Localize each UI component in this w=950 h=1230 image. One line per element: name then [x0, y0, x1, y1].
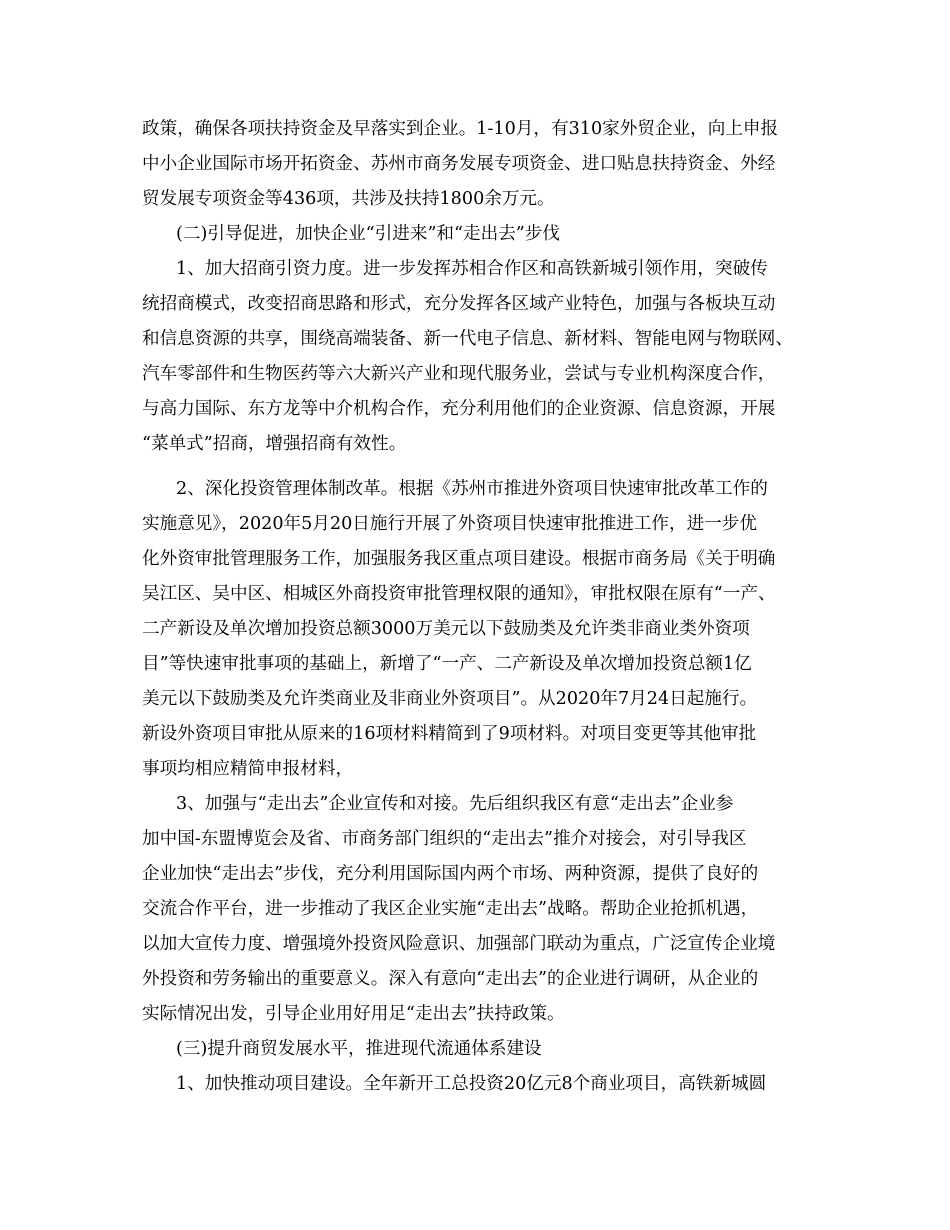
text-line: 企业加快“走出去”步伐，充分利用国际国内两个市场、两种资源，提供了良好的 [142, 864, 759, 884]
text-line: 加中国-东盟博览会及省、市商务部门组织的“走出去”推介对接会，对引导我区 [142, 829, 747, 849]
section-heading: (二)引导促进，加快企业“引进来”和“走出去”步伐 [176, 224, 560, 244]
text-line: 美元以下鼓励类及允许类商业及非商业外资项目”。从2020年7月24日起施行。 [142, 689, 758, 709]
text-line: 汽车零部件和生物医药等六大新兴产业和现代服务业，尝试与专业机构深度合作， [142, 364, 776, 384]
text-line: “菜单式”招商，增强招商有效性。 [142, 434, 407, 454]
text-line: 和信息资源的共享，围绕高端装备、新一代电子信息、新材料、智能电网与物联网、 [142, 329, 793, 349]
text-line: 政策，确保各项扶持资金及早落实到企业。1-10月，有310家外贸企业，向上申报 [142, 119, 779, 139]
text-line: 二产新设及单次增加投资总额3000万美元以下鼓励类及允许类非商业类外资项 [142, 619, 750, 639]
text-line: 化外资审批管理服务工作，加强服务我区重点项目建设。根据市商务局《关于明确 [142, 549, 776, 569]
text-line: 中小企业国际市场开拓资金、苏州市商务发展专项资金、进口贴息扶持资金、外经 [142, 154, 776, 174]
text-line: 目”等快速审批事项的基础上，新增了“一产、二产新设及单次增加投资总额1亿 [142, 654, 752, 674]
text-line: 事项均相应精简申报材料， [142, 759, 354, 779]
text-line: 以加大宣传力度、增强境外投资风险意识、加强部门联动为重点，广泛宣传企业境 [142, 934, 776, 954]
text-line: 新设外资项目审批从原来的16项材料精简到了9项材料。对项目变更等其他审批 [142, 724, 757, 744]
text-line: 与高力国际、东方龙等中介机构合作，充分利用他们的企业资源、信息资源，开展 [142, 399, 776, 419]
text-line: 实施意见》，2020年5月20日施行开展了外资项目快速审批推进工作，进一步优 [142, 514, 757, 534]
text-line: 统招商模式，改变招商思路和形式，充分发挥各区域产业特色，加强与各板块互动 [142, 294, 776, 314]
text-line: 交流合作平台，进一步推动了我区企业实施“走出去”战略。帮助企业抢抓机遇， [142, 899, 759, 919]
text-line: 3、加强与“走出去”企业宣传和对接。先后组织我区有意“走出去”企业参 [176, 794, 734, 814]
text-line: 贸发展专项资金等436项，共涉及扶持1800余万元。 [142, 189, 555, 209]
text-line: 2、深化投资管理体制改革。根据《苏州市推进外资项目快速审批改革工作的 [176, 479, 768, 499]
text-line: 1、加快推动项目建设。全年新开工总投资20亿元8个商业项目，高铁新城圆 [176, 1074, 767, 1094]
section-heading: (三)提升商贸发展水平，推进现代流通体系建设 [176, 1039, 542, 1059]
text-line: 1、加大招商引资力度。进一步发挥苏相合作区和高铁新城引领作用，突破传 [176, 259, 768, 279]
text-line: 吴江区、吴中区、相城区外商投资审批管理权限的通知》，审批权限在原有“一产、 [142, 584, 776, 604]
text-line: 实际情况出发，引导企业用好用足“走出去”扶持政策。 [142, 1004, 565, 1024]
text-line: 外投资和劳务输出的重要意义。深入有意向“走出去”的企业进行调研，从企业的 [142, 969, 759, 989]
